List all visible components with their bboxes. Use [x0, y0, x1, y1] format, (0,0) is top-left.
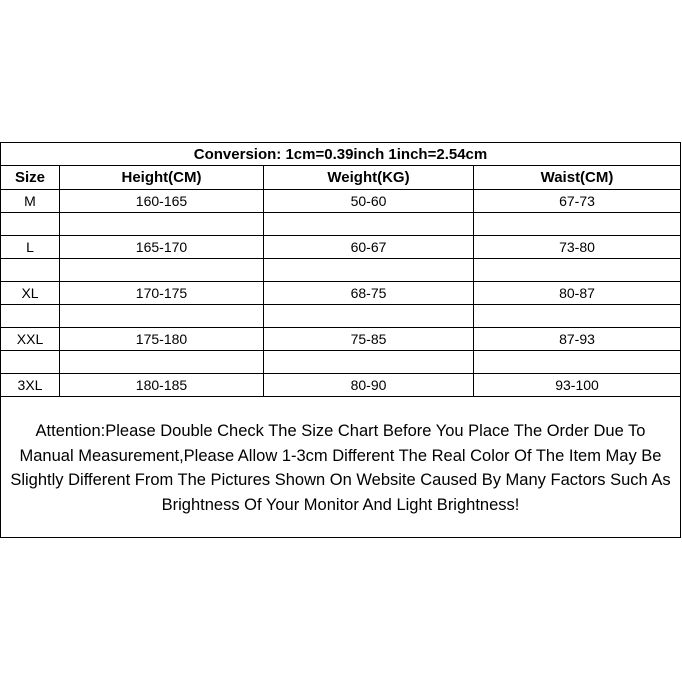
- header-weight: Weight(KG): [264, 166, 474, 189]
- height-cell: 175-180: [60, 328, 264, 350]
- weight-cell: 50-60: [264, 190, 474, 212]
- waist-cell: 67-73: [559, 193, 595, 209]
- header-height: Height(CM): [60, 166, 264, 189]
- size-chart-table: [0, 142, 681, 538]
- attention-notice: Attention:Please Double Check The Size Chart Before You Place The Order Due To Manual Measurement,Please Allow 1-3cm Different The Real Color Of The Item May Be Slightly Different From The Pictures Shown On Website Caused By Many Factors Such As Brightness Of Your Monitor And Light Brightness!: [10, 422, 671, 514]
- size-cell: XL: [1, 282, 60, 304]
- header-row: [1, 166, 680, 190]
- weight-cell: 80-90: [264, 374, 474, 396]
- waist-cell: 93-100: [555, 377, 599, 393]
- table-row: [1, 374, 680, 397]
- table-row: [1, 328, 680, 351]
- height-cell: 165-170: [60, 236, 264, 258]
- table-row: [1, 282, 680, 305]
- height-cell: 160-165: [60, 190, 264, 212]
- height-cell: 170-175: [60, 282, 264, 304]
- spacer-row: [1, 213, 680, 236]
- conversion-row: [1, 143, 680, 166]
- size-cell: L: [1, 236, 60, 258]
- header-waist: Waist(CM): [540, 169, 614, 186]
- waist-cell: 87-93: [559, 331, 595, 347]
- table-row: [1, 236, 680, 259]
- height-cell: 180-185: [60, 374, 264, 396]
- spacer-row: [1, 259, 680, 282]
- waist-cell: 73-80: [559, 239, 595, 255]
- weight-cell: 60-67: [264, 236, 474, 258]
- weight-cell: 68-75: [264, 282, 474, 304]
- waist-cell: 80-87: [559, 285, 595, 301]
- spacer-row: [1, 351, 680, 374]
- weight-cell: 75-85: [264, 328, 474, 350]
- header-size: Size: [1, 166, 60, 189]
- size-cell: 3XL: [1, 374, 60, 396]
- size-cell: XXL: [1, 328, 60, 350]
- table-row: [1, 190, 680, 213]
- spacer-row: [1, 305, 680, 328]
- conversion-text: Conversion: 1cm=0.39inch 1inch=2.54cm: [193, 145, 488, 163]
- size-cell: M: [1, 190, 60, 212]
